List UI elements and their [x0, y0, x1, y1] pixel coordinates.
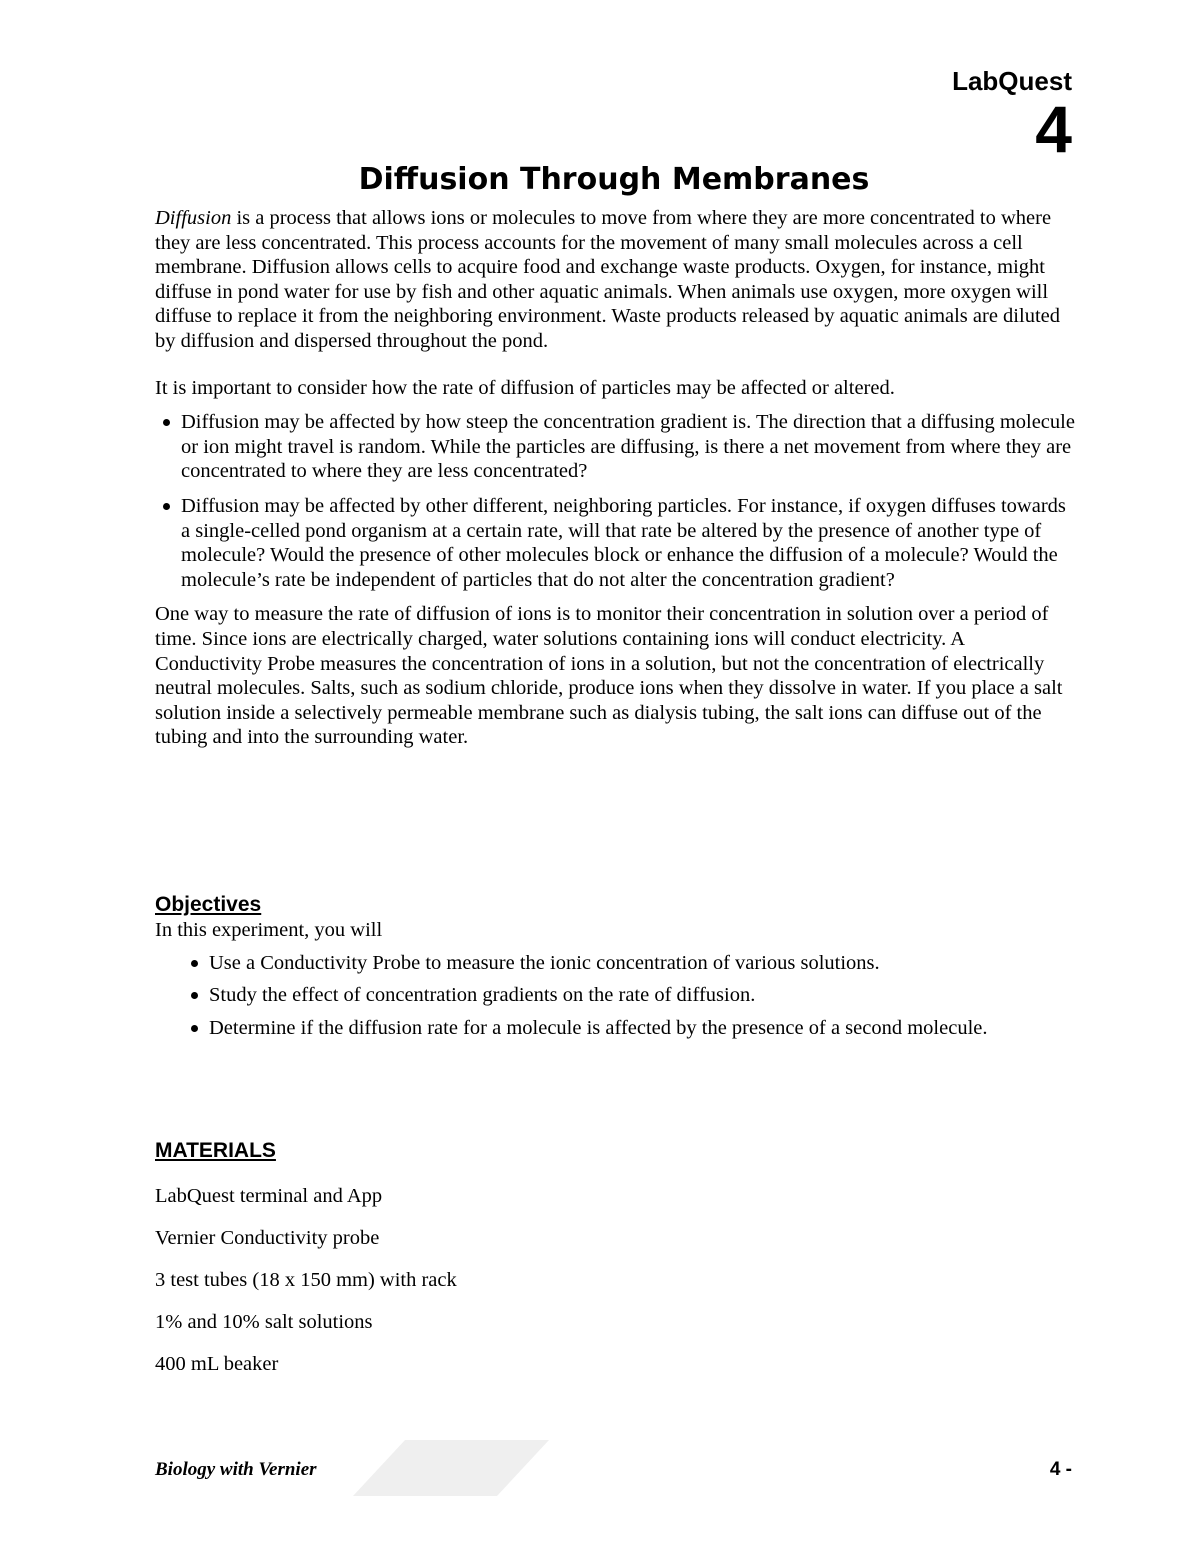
- list-item: [155, 983, 1075, 1008]
- list-item: [155, 1016, 1075, 1041]
- material-item: Vernier Conductivity probe: [155, 1227, 380, 1250]
- intro-paragraph-1: [155, 206, 1075, 354]
- footer-decoration: [353, 1440, 553, 1496]
- list-item-text: Study the effect of concentration gradients on the rate of diffusion.: [209, 984, 756, 1007]
- material-item: 400 mL beaker: [155, 1353, 279, 1376]
- intro-section: [155, 206, 1075, 750]
- intro-paragraph-3: One way to measure the rate of diffusion of ions is to monitor their concentration in solution over a period of time. Since ions are electrically charged, water solutions containing ions will conduct electricity. A Conductivity Probe measures the concentration of ions in a solution, but not the concentration of electrically neutral molecules. Salts, such as sodium chloride, produce ions when they dissolve in water. If you place a salt solution inside a selectively permeable membrane such as dialysis tubing, the salt ions can diffuse out of the tubing and into the surrounding water.: [155, 603, 1063, 749]
- bullet-icon: [163, 419, 170, 426]
- chapter-number: 4: [1035, 92, 1072, 166]
- bullet-icon: [191, 992, 198, 999]
- intro-paragraph-1-text: is a process that allows ions or molecules to move from where they are more concentrated to where they are less concentrated. This process accounts for the movement of many small molecules across a cell membrane. Diffusion allows cells to acquire food and exchange waste products. Oxygen, for instance, might diffuse in pond water for use by fish and other aquatic animals. When animals use oxygen, more oxygen will diffuse to replace it from the neighboring environment. Waste products released by aquatic animals are diluted by diffusion and dispersed throughout the pond.: [155, 207, 1060, 352]
- list-item: [155, 494, 1075, 592]
- footer-page-number: 4 -: [1049, 1459, 1072, 1480]
- materials-heading: MATERIALS: [155, 1139, 276, 1162]
- list-item: [155, 410, 1075, 484]
- list-item-text: Diffusion may be affected by how steep the concentration gradient is. The direction that a diffusing molecule or ion might travel is random. While the particles are diffusing, is there a net movement from where they are concentrated to where they are less concentrated?: [181, 411, 1075, 483]
- chapter-header: [952, 66, 1072, 166]
- objectives-list: [155, 951, 1075, 1041]
- list-item: [155, 951, 1075, 976]
- material-item: 1% and 10% salt solutions: [155, 1311, 373, 1334]
- page-title: Diffusion Through Membranes: [358, 162, 870, 197]
- bullet-icon: [163, 503, 170, 510]
- material-item: LabQuest terminal and App: [155, 1185, 383, 1207]
- brand-name: LabQuest: [952, 66, 1072, 96]
- list-item-text: Determine if the diffusion rate for a molecule is affected by the presence of a second molecule.: [209, 1016, 988, 1039]
- objectives-section: [155, 892, 1075, 1048]
- bullet-icon: [191, 1025, 198, 1032]
- objectives-lead: In this experiment, you will: [155, 919, 383, 941]
- lead-term: Diffusion: [155, 207, 232, 229]
- question-list: [155, 410, 1075, 592]
- list-item-text: Use a Conductivity Probe to measure the ionic concentration of various solutions.: [209, 951, 880, 974]
- materials-section: [155, 1138, 1075, 1394]
- material-item: 3 test tubes (18 x 150 mm) with rack: [155, 1269, 457, 1292]
- list-item-text: Diffusion may be affected by other different, neighboring particles. For instance, if oxygen diffuses towards a single-celled pond organism at a certain rate, will that rate be altered by the presence of another type of molecule? Would the presence of other molecules block or enhance the diffusion of a molecule? Would the molecule’s rate be independent of particles that do not alter the concentration gradient?: [181, 494, 1066, 591]
- footer-book-title: Biology with Vernier: [155, 1459, 317, 1480]
- bullet-icon: [191, 960, 198, 967]
- objectives-heading: Objectives: [155, 893, 262, 916]
- spacer: [155, 354, 1075, 376]
- intro-paragraph-2: It is important to consider how the rate of diffusion of particles may be affected or altered.: [155, 376, 895, 399]
